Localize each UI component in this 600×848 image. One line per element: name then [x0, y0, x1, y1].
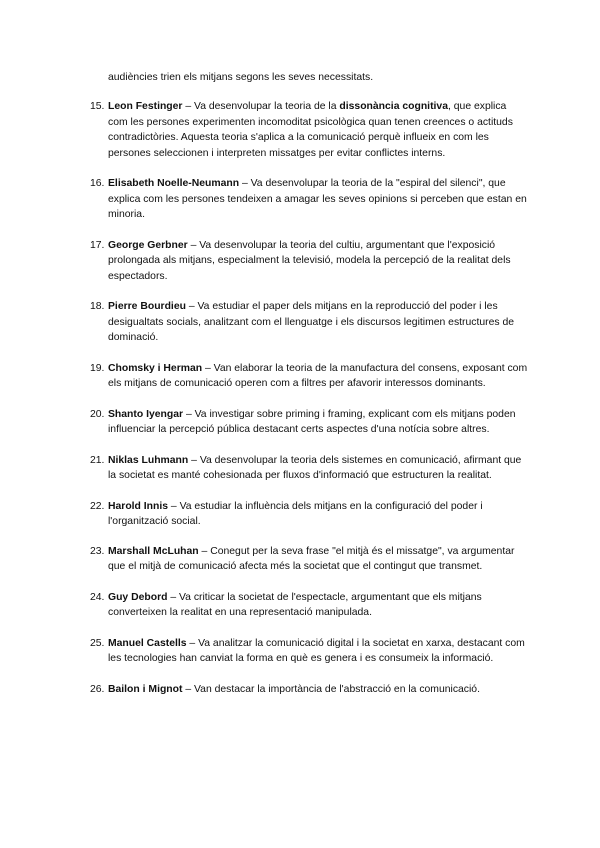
item-text: – Va desenvolupar la teoria dels sistemes en comunicació, afirmant que la societat es manté cohesionada per fluxos d'informació que estructuren la realitat.	[108, 454, 522, 481]
item-text: – Va desenvolupar la teoria de la "espiral del silenci", que explica com les persones tendeixen a amagar les seves opinions si perceben que estan en minoria.	[108, 178, 527, 220]
list-item	[90, 682, 528, 698]
list-item	[90, 590, 528, 621]
list-item	[90, 361, 528, 392]
list-item	[90, 453, 528, 484]
item-author: Elisabeth Noelle-Neumann	[108, 178, 240, 189]
item-text: – Va analitzar la comunicació digital i la societat en xarxa, destacant com les tecnologies han canviat la forma en què es genera i es consumeix la informació.	[108, 637, 525, 664]
item-text: – Va criticar la societat de l'espectacle, argumentant que els mitjans converteixen la realitat en una representació manipulada.	[108, 591, 482, 618]
list-item	[90, 238, 528, 285]
item-number: 23.	[90, 545, 105, 557]
item-author: Chomsky i Herman	[108, 362, 203, 374]
item-number: 18.	[90, 301, 105, 312]
item-author: Bailon i Mignot	[108, 683, 183, 695]
item-author: Shanto Iyengar	[108, 408, 184, 420]
item-number: 17.	[90, 239, 105, 251]
item-text: – Conegut per la seva frase "el mitjà és el missatge", va argumentar que el mitjà de comunicació afecta més la societat que el contingut que transmet.	[108, 545, 515, 572]
item-number: 24.	[90, 591, 105, 603]
list-item	[90, 407, 528, 438]
item-text: – Va desenvolupar la teoria del cultiu, argumentant que l'exposició prolongada als mitjans, especialment la televisió, modela la percepció de la realitat dels espectadors.	[108, 239, 511, 282]
list-item	[90, 299, 528, 346]
list-item	[90, 99, 528, 161]
item-author: George Gerbner	[108, 239, 188, 251]
item-author: Pierre Bourdieu	[108, 301, 186, 312]
item-number: 20.	[90, 408, 105, 420]
continuation-text: audiències trien els mitjans segons les seves necessitats.	[108, 72, 374, 83]
item-author: Niklas Luhmann	[108, 454, 189, 466]
item-text: – Van destacar la importància de l'abstracció en la comunicació.	[182, 683, 480, 695]
item-number: 26.	[90, 683, 105, 695]
item-text: – Van elaborar la teoria de la manufactura del consens, exposant com els mitjans de comunicació operen com a filtres per afavorir interessos dominants.	[108, 362, 528, 389]
item-text: , que explica com les persones experimenten incomoditat psicològica quan tenen creences o actituds contradictòries. Aquesta teoria s'aplica a la comunicació perquè influeix en com les persones seleccionen i interpreten missatges per evitar conflictes interns.	[108, 101, 513, 159]
item-text: – Va estudiar la influència dels mitjans en la configuració del poder i l'organització social.	[108, 500, 483, 527]
item-text: – Va desenvolupar la teoria de la	[182, 101, 340, 112]
item-number: 22.	[90, 500, 105, 512]
item-author: Leon Festinger	[108, 101, 183, 112]
list-item	[90, 636, 528, 667]
item-number: 25.	[90, 637, 105, 649]
item-text: – Va estudiar el paper dels mitjans en la reproducció del poder i les desigualtats socials, analitzant com el llenguatge i els discursos legitimen estructures de dominació.	[108, 301, 515, 343]
item-number: 21.	[90, 454, 105, 466]
item-author: Guy Debord	[108, 591, 168, 603]
list-item	[90, 176, 528, 223]
item-author: Marshall McLuhan	[108, 545, 199, 557]
item-number: 15.	[90, 101, 105, 112]
item-number: 16.	[90, 178, 105, 189]
item-emphasis: dissonància cognitiva	[339, 101, 448, 112]
list-item	[90, 499, 528, 530]
item-author: Manuel Castells	[108, 637, 187, 649]
theorist-list	[90, 99, 528, 697]
list-item	[90, 544, 528, 575]
item-author: Harold Innis	[108, 500, 169, 512]
item-text: – Va investigar sobre priming i framing, explicant com els mitjans poden influenciar la percepció pública destacant certs aspectes d'una notícia sobre altres.	[108, 408, 516, 435]
item-number: 19.	[90, 362, 105, 374]
